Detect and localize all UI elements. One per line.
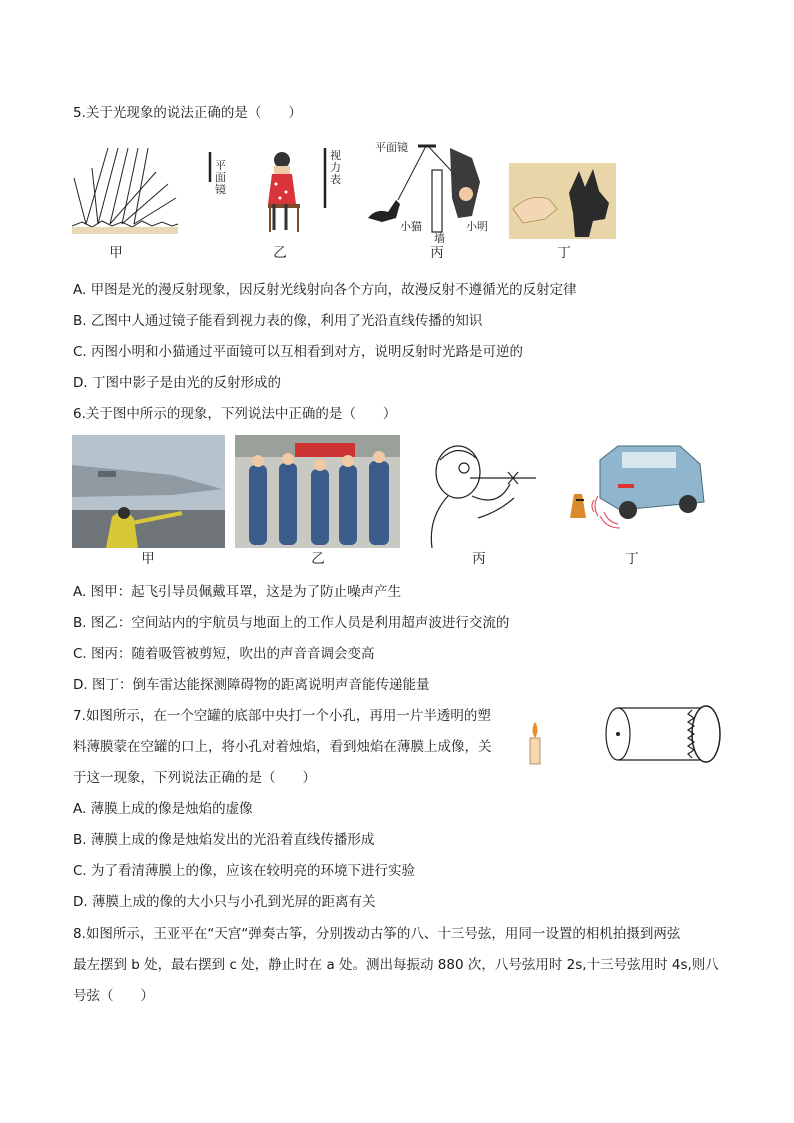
- q5-label-cat: 小猫: [400, 220, 422, 233]
- q5-label-mirror: 平面镜: [215, 159, 226, 196]
- q7-option-d: D. 薄膜上成的像的大小只与小孔到光屏的距离有关: [73, 894, 376, 910]
- q5-stem: 5.关于光现象的说法正确的是（ ）: [73, 105, 302, 121]
- q7-option-a: A. 薄膜上成的像是烛焰的虚像: [73, 801, 253, 817]
- q6-option-a: A. 图甲：起飞引导员佩戴耳罩，这是为了防止噪声产生: [73, 584, 402, 600]
- q5-option-b: B. 乙图中人通过镜子能看到视力表的像，利用了光沿直线传播的知识: [73, 313, 483, 329]
- q5-figure-diffuse-reflection: [72, 148, 180, 236]
- q6-caption-ding: 丁: [625, 551, 639, 567]
- q7-option-b: B. 薄膜上成的像是烛焰发出的光沿着直线传播形成: [73, 832, 375, 848]
- q6-option-d: D. 图丁：倒车雷达能探测障碍物的距离说明声音能传递能量: [73, 677, 430, 693]
- q5-caption-jia: 甲: [109, 245, 123, 261]
- q7-stem-line-1: 7.如图所示，在一个空罐的底部中央打一个小孔，再用一片半透明的塑: [73, 708, 491, 724]
- q6-option-b: B. 图乙：空间站内的宇航员与地面上的工作人员是利用超声波进行交流的: [73, 615, 510, 631]
- q5-figure-hand-shadow: [509, 163, 616, 239]
- q8-stem-line-2: 最左摆到 b 处，最右摆到 c 处，静止时在 a 处。测出每振动 880 次，八号弦用时 2s,十三号弦用时 4s,则八: [73, 957, 719, 973]
- q6-figure-straw: [418, 438, 548, 548]
- q6-caption-bing: 丙: [472, 551, 486, 567]
- q8-stem-line-3: 号弦（ ）: [73, 988, 154, 1004]
- q6-figure-car-radar: [560, 440, 706, 530]
- q6-stem: 6.关于图中所示的现象，下列说法中正确的是（ ）: [73, 406, 397, 422]
- q5-option-a: A. 甲图是光的漫反射现象，因反射光线射向各个方向，故漫反射不遵循光的反射定律: [73, 282, 577, 298]
- q6-option-c: C. 图丙：随着吸管被剪短，吹出的声音音调会变高: [73, 646, 375, 662]
- q5-label-eye-chart: 视力表: [330, 149, 341, 186]
- q6-figure-fighter-jet: [72, 435, 225, 548]
- q8-stem-line-1: 8.如图所示，王亚平在“天宫“弹奏古筝，分别拨动古筝的八、十三号弦，用同一设置的相机拍摄到两弦: [73, 926, 681, 942]
- q5-label-mirror2: 平面镜: [375, 141, 408, 154]
- q6-figure-astronauts: [235, 435, 400, 548]
- q5-option-c: C. 丙图小明和小猫通过平面镜可以互相看到对方，说明反射时光路是可逆的: [73, 344, 524, 360]
- q5-label-ming: 小明: [466, 220, 488, 233]
- q5-caption-bing: 丙: [430, 245, 444, 261]
- q5-caption-yi: 乙: [273, 245, 287, 261]
- q5-label-wall: 墙: [434, 232, 445, 245]
- q5-caption-ding: 丁: [557, 245, 571, 261]
- q7-option-c: C. 为了看清薄膜上的像，应该在较明亮的环境下进行实验: [73, 863, 416, 879]
- q7-stem-line-2: 料薄膜蒙在空罐的口上，将小孔对着烛焰，看到烛焰在薄膜上成像，关: [73, 739, 492, 755]
- q5-option-d: D. 丁图中影子是由光的反射形成的: [73, 375, 281, 391]
- q7-stem-line-3: 于这一现象，下列说法正确的是（ ）: [73, 770, 316, 786]
- q6-caption-yi: 乙: [311, 551, 325, 567]
- q6-caption-jia: 甲: [141, 551, 155, 567]
- q7-figure-pinhole-camera: [524, 700, 729, 770]
